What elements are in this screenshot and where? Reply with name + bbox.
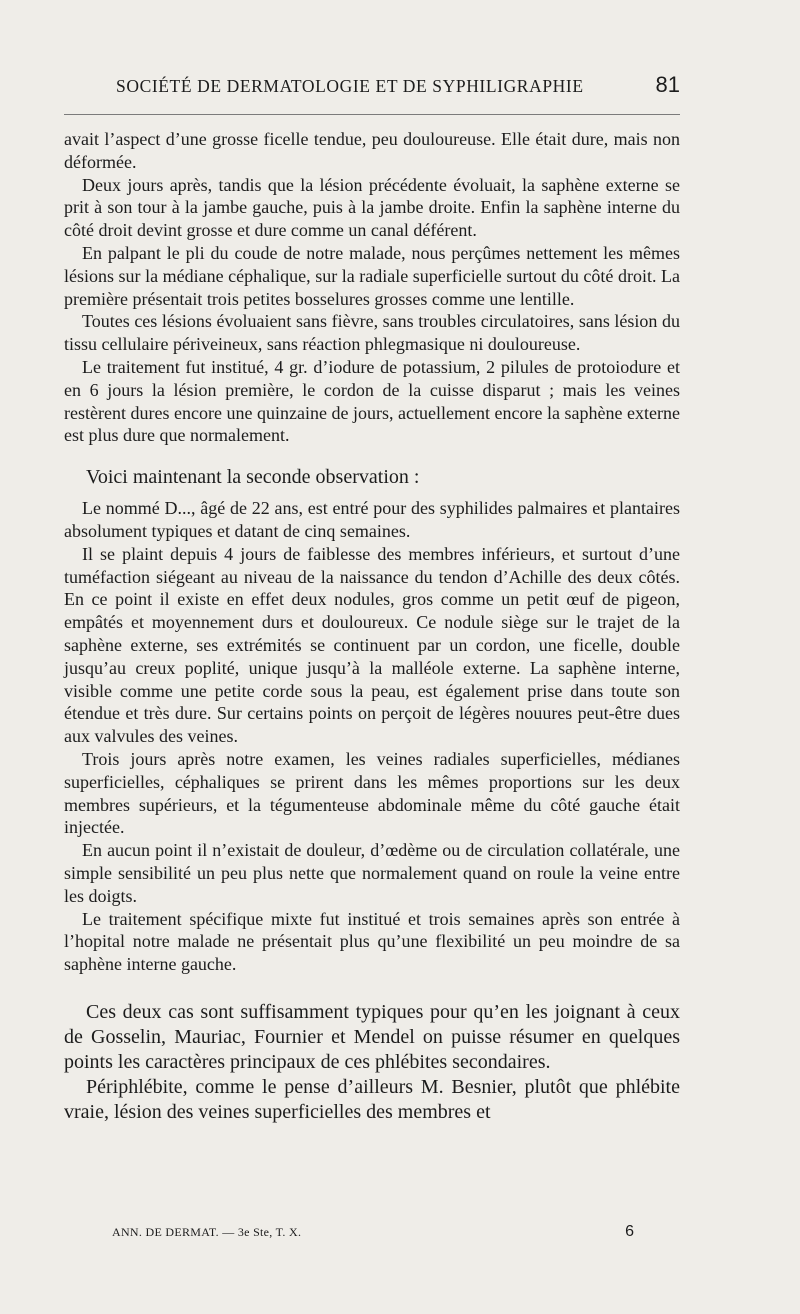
paragraph-10: Le traitement spécifique mixte fut institué et trois semaines après son entrée à l’hopital notre malade ne présentait plus qu’une flexibilité un peu moindre de sa saphène interne gauche. bbox=[64, 908, 680, 975]
page-number: 81 bbox=[655, 72, 680, 97]
running-head: SOCIÉTÉ DE DERMATOLOGIE ET DE SYPHILIGRAPHIE bbox=[116, 76, 584, 96]
paragraph-2: Deux jours après, tandis que la lésion précédente évoluait, la saphène externe se prit à son tour à la jambe gauche, puis à la jambe droite. Enfin la saphène interne du côté droit devint grosse et dure comme un canal déférent. bbox=[64, 174, 680, 241]
header-rule bbox=[64, 114, 680, 115]
paragraph-3: En palpant le pli du coude de notre malade, nous perçûmes nettement les mêmes lésions sur la médiane céphalique, sur la radiale superficielle surtout du côté droit. La première présentait trois petites bosselures grosses comme une lentille. bbox=[64, 242, 680, 309]
page-footer bbox=[112, 1225, 634, 1243]
paragraph-12: Périphlébite, comme le pense d’ailleurs M. Besnier, plutôt que phlébite vraie, lésion des veines superficielles des membres et bbox=[64, 1075, 680, 1123]
paragraph-1: avait l’aspect d’une grosse ficelle tendue, peu douloureuse. Elle était dure, mais non déformée. bbox=[64, 129, 680, 172]
paragraph-11: Ces deux cas sont suffisamment typiques pour qu’en les joignant à ceux de Gosselin, Mauriac, Fournier et Mendel on puisse résumer en quelques points les caractères principaux de ces phlébites secondaires. bbox=[64, 1000, 680, 1073]
paragraph-8: Trois jours après notre examen, les veines radiales superficielles, médianes superficielles, céphaliques se prirent dans les mêmes proportions sur les deux membres supérieurs, et la tégumenteuse abdominale même du côté gauche était injectée. bbox=[64, 748, 680, 838]
paragraph-6: Le nommé D..., âgé de 22 ans, est entré pour des syphilides palmaires et plantaires absolument typiques et datant de cinq semaines. bbox=[64, 498, 680, 541]
page-header bbox=[64, 74, 684, 102]
footer-signature-number: 6 bbox=[625, 1223, 634, 1240]
body-text bbox=[64, 128, 680, 1125]
footer-source: ANN. DE DERMAT. — 3e Ste, T. X. bbox=[112, 1225, 302, 1239]
paragraph-9: En aucun point il n’existait de douleur, d’œdème ou de circulation collatérale, une simple sensibilité un peu plus nette que normalement quand on roule la veine entre les doigts. bbox=[64, 840, 680, 906]
section-intro: Voici maintenant la seconde observation : bbox=[86, 466, 420, 489]
paragraph-4: Toutes ces lésions évoluaient sans fièvre, sans troubles circulatoires, sans lésion du tissu cellulaire périveineux, sans réaction phlegmasique ni douloureuse. bbox=[64, 311, 680, 355]
paragraph-7: Il se plaint depuis 4 jours de faiblesse des membres inférieurs, et surtout d’une tuméfaction siégeant au niveau de la naissance du tendon d’Achille des deux côtés. En ce point il existe en effet deux nodules, gros comme un petit œuf de pigeon, empâtés et moyennement durs et douloureux. Ce nodule siège sur le trajet de la saphène externe, ses extrémités se continuent par un cordon, une ficelle, double jusqu’au creux poplité, unique jusqu’à la malléole externe. La saphène interne, visible comme une petite corde sous la peau, est également prise dans toute son étendue et très dure. Sur certains points on perçoit de légères nouures peut-être dues aux valvules des veines. bbox=[64, 543, 680, 747]
paragraph-5: Le traitement fut institué, 4 gr. d’iodure de potassium, 2 pilules de protoiodure et en 6 jours la lésion première, le cordon de la cuisse disparut ; mais les veines restèrent dures encore une quinzaine de jours, actuellement encore la saphène externe est plus dure que normalement. bbox=[64, 356, 680, 446]
